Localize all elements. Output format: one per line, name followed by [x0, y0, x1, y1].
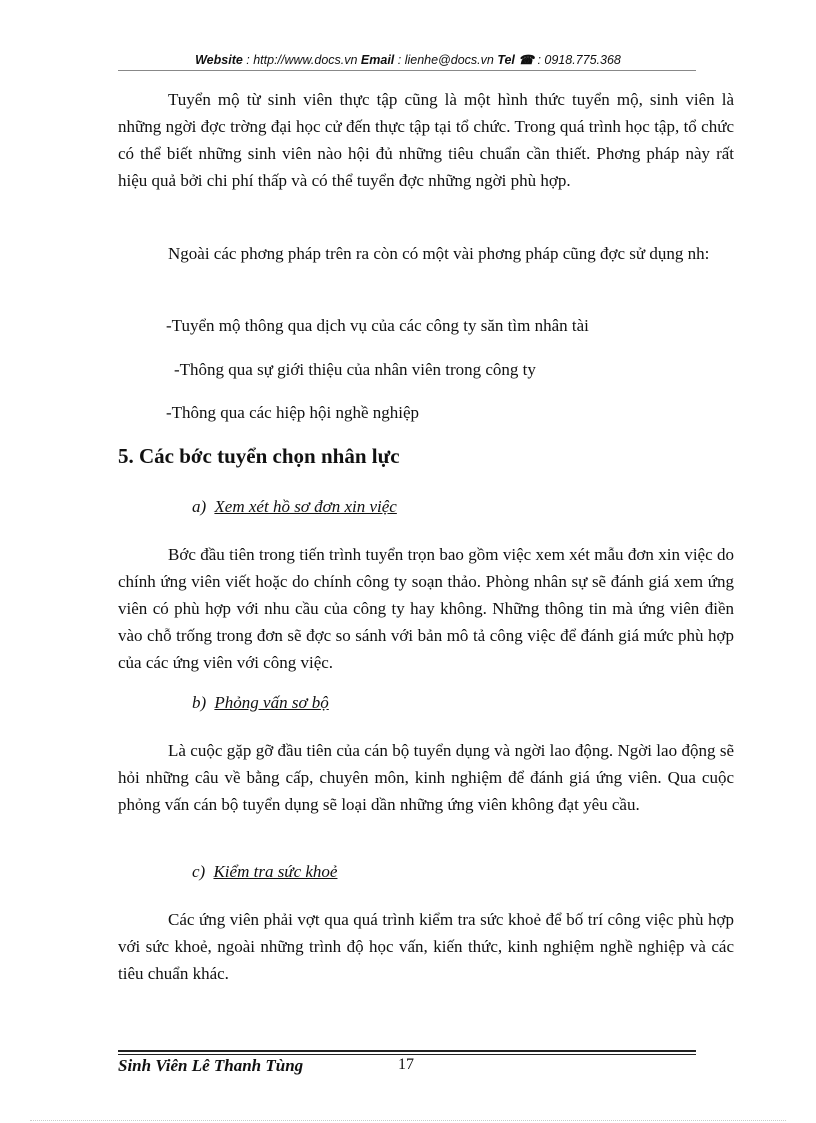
tel-label: Tel: [497, 53, 515, 67]
subsection-c-title: Kiểm tra sức khoẻ: [213, 862, 338, 881]
page-bottom-edge: [30, 1120, 786, 1121]
subsection-a-title: Xem xét hồ sơ đơn xin việc: [214, 497, 397, 516]
subsection-c-letter: c): [192, 862, 206, 881]
section-heading: 5. Các bớc tuyển chọn nhân lực: [118, 444, 400, 468]
subsection-a-heading: [192, 497, 397, 517]
subsection-b-letter: b): [192, 693, 207, 712]
paragraph-application-review: Bớc đầu tiên trong tiến trình tuyển trọn bao gồm việc xem xét mẫu đơn xin việc do chính ứng viên viết hoặc do chính công ty soạn thảo. Phòng nhân sự sẽ đánh giá xem ứng viên có phù hợp với nhu cầu của công ty hay không. Những thông tin mà ứng viên điền vào chỗ trống trong đơn sẽ đợc so sánh với bản mô tả công việc để đánh giá mức phù hợp của các ứng viên với công việc.: [118, 545, 734, 672]
email-label: Email: [360, 53, 395, 67]
subsection-c-heading: [192, 862, 337, 882]
footer-divider-thin: [118, 1054, 696, 1055]
page-number: 17: [398, 1056, 414, 1073]
email-value[interactable]: : lienhe@docs.vn: [394, 53, 498, 67]
phone-icon: ☎: [518, 53, 534, 67]
tel-value: : 0918.775.368: [533, 53, 621, 67]
bullet-employee-referral: -Thông qua sự giới thiệu của nhân viên trong công ty: [174, 360, 536, 379]
website-value[interactable]: : http://www.docs.vn: [242, 53, 361, 67]
bullet-headhunter: -Tuyển mộ thông qua dịch vụ của các công ty săn tìm nhân tài: [166, 316, 589, 335]
subsection-b-title: Phỏng vấn sơ bộ: [214, 693, 329, 712]
header-divider: [118, 70, 696, 71]
website-label: Website: [195, 53, 243, 67]
page-header: [0, 52, 816, 67]
paragraph-intern-recruitment: Tuyển mộ từ sinh viên thực tập cũng là một hình thức tuyển mộ, sinh viên là những ngời đợc trờng đại học cử đến thực tập tại tổ chức. Trong quá trình học tập, tổ chức có thể biết những sinh viên nào hội đủ những tiêu chuẩn cần thiết. Phơng pháp này rất hiệu quả bởi chi phí thấp và có thể tuyển đợc những ngời phù hợp.: [118, 90, 734, 190]
subsection-a-letter: a): [192, 497, 207, 516]
footer-author: Sinh Viên Lê Thanh Tùng: [118, 1056, 304, 1075]
footer-divider-thick: [118, 1050, 696, 1052]
paragraph-preliminary-interview: Là cuộc gặp gỡ đầu tiên của cán bộ tuyển dụng và ngời lao động. Ngời lao động sẽ hỏi những câu về bằng cấp, chuyên môn, kinh nghiệm để đánh giá ứng viên. Qua cuộc phỏng vấn cán bộ tuyển dụng sẽ loại dần những ứng viên không đạt yêu cầu.: [118, 741, 734, 814]
paragraph-other-methods: Ngoài các phơng pháp trên ra còn có một vài phơng pháp cũng đợc sử dụng nh:: [168, 244, 710, 263]
subsection-b-heading: [192, 693, 329, 713]
paragraph-health-check: Các ứng viên phải vợt qua quá trình kiểm tra sức khoẻ để bố trí công việc phù hợp với sức khoẻ, ngoài những trình độ học vấn, kiến thức, kinh nghiệm nghề nghiệp và các tiêu chuẩn khác.: [118, 910, 734, 983]
bullet-professional-associations: -Thông qua các hiệp hội nghề nghiệp: [166, 403, 420, 422]
